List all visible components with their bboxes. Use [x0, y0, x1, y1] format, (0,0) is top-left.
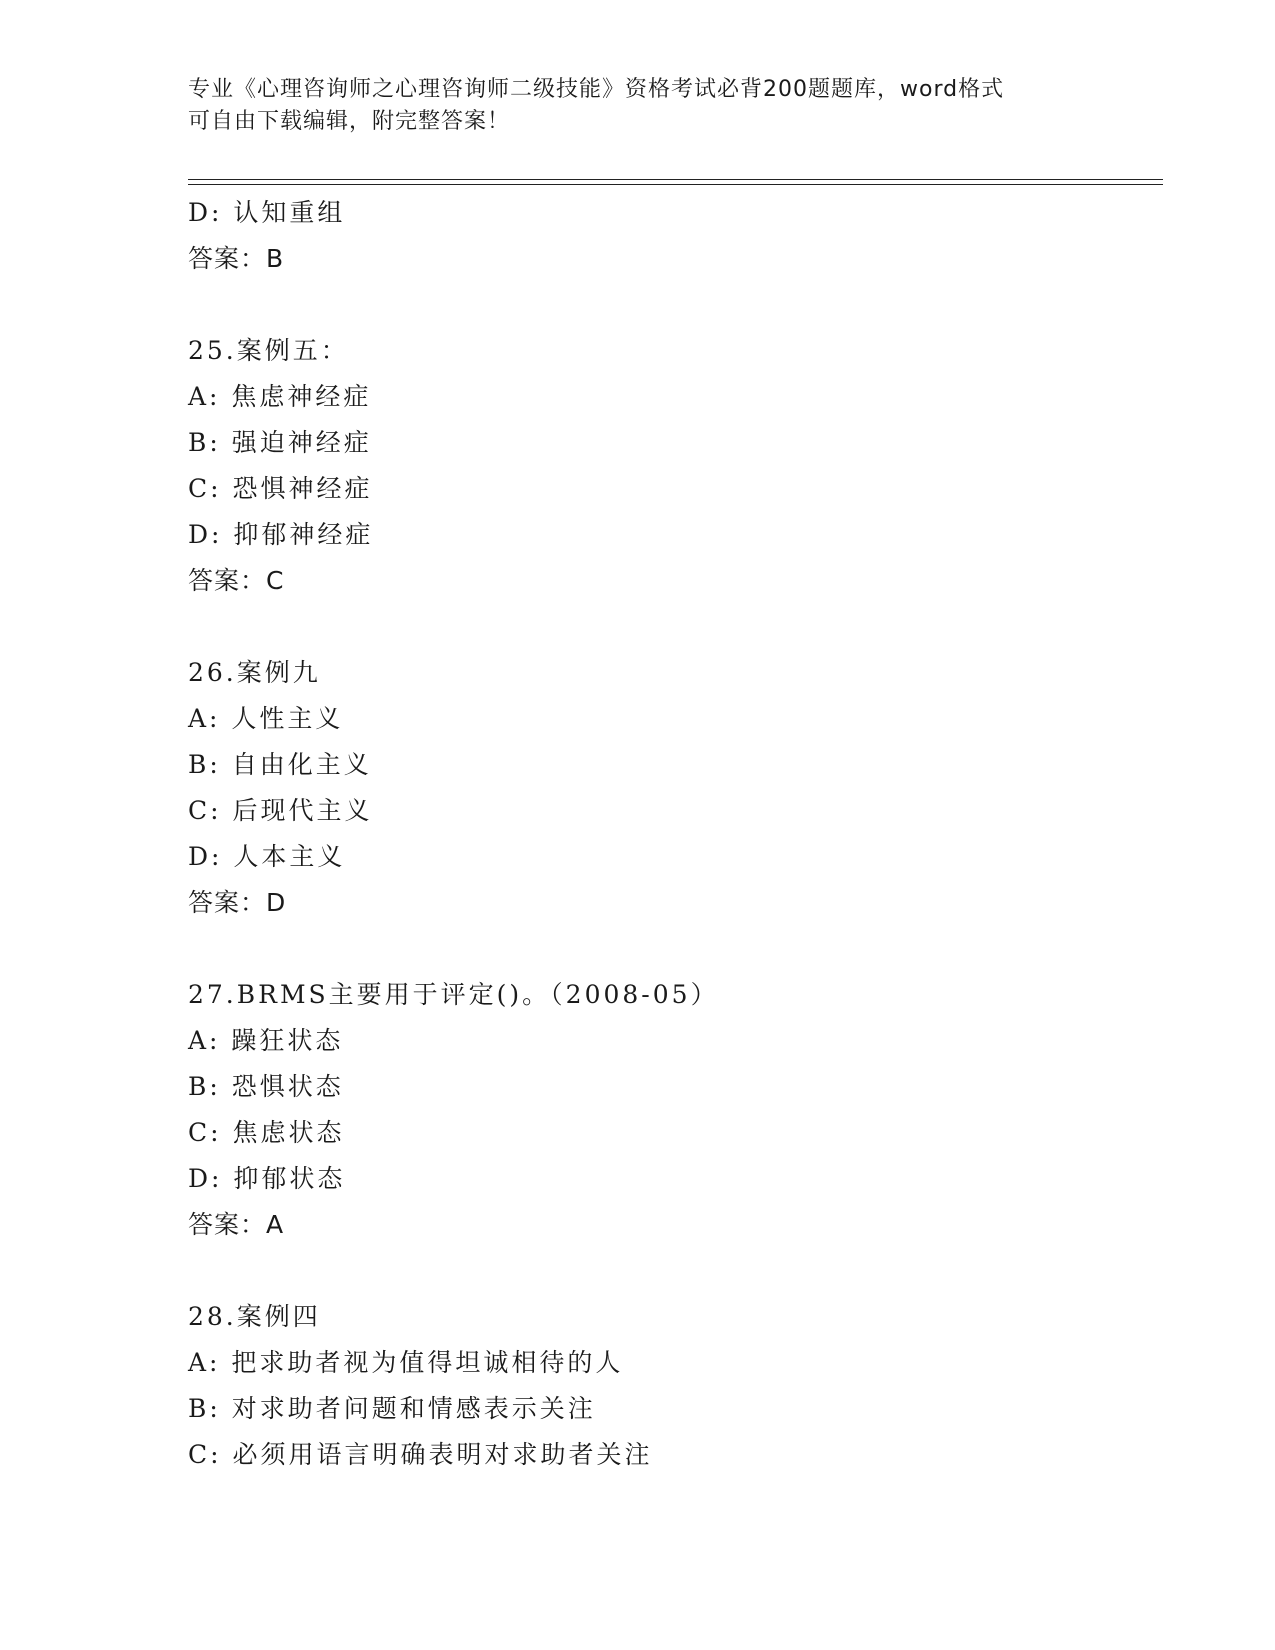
question-27-option-c: C: 焦虑状态 — [188, 1118, 345, 1147]
question-list — [188, 190, 1168, 1478]
question-28-option-b: B: 对求助者问题和情感表示关注 — [188, 1394, 596, 1423]
header-divider-bottom — [188, 184, 1163, 185]
question-26-option-a: A: 人性主义 — [188, 704, 344, 733]
question-25-option-c: C: 恐惧神经症 — [188, 474, 373, 503]
header-line-1: 专业《心理咨询师之心理咨询师二级技能》资格考试必背200题题库，word格式 — [188, 77, 1005, 102]
spacer — [188, 1248, 1168, 1294]
question-27-option-b: B: 恐惧状态 — [188, 1072, 344, 1101]
question-28-option-c: C: 必须用语言明确表明对求助者关注 — [188, 1440, 653, 1469]
question-25-option-b: B: 强迫神经症 — [188, 428, 372, 457]
question-28-title: 28.案例四 — [188, 1302, 321, 1331]
question-27-option-d: D: 抑郁状态 — [188, 1164, 346, 1193]
question-25-answer: 答案：C — [188, 566, 285, 595]
document-header — [188, 74, 1088, 138]
question-26-option-b: B: 自由化主义 — [188, 750, 372, 779]
question-25-option-d: D: 抑郁神经症 — [188, 520, 374, 549]
question-26-option-c: C: 后现代主义 — [188, 796, 373, 825]
question-26-option-d: D: 人本主义 — [188, 842, 346, 871]
spacer — [188, 282, 1168, 328]
question-25-option-a: A: 焦虑神经症 — [188, 382, 372, 411]
prev-option-d: D: 认知重组 — [188, 198, 346, 227]
header-divider-top — [188, 179, 1163, 180]
spacer — [188, 604, 1168, 650]
question-25-title: 25.案例五： — [188, 336, 349, 365]
question-26-title: 26.案例九 — [188, 658, 321, 687]
prev-answer: 答案：B — [188, 244, 285, 273]
spacer — [188, 926, 1168, 972]
question-27-option-a: A: 躁狂状态 — [188, 1026, 344, 1055]
question-27-title: 27.BRMS主要用于评定()。（2008-05） — [188, 980, 719, 1009]
header-line-2: 可自由下载编辑，附完整答案！ — [188, 109, 511, 134]
question-27-answer: 答案：A — [188, 1210, 285, 1239]
question-28-option-a: A: 把求助者视为值得坦诚相待的人 — [188, 1348, 624, 1377]
question-26-answer: 答案：D — [188, 888, 287, 917]
